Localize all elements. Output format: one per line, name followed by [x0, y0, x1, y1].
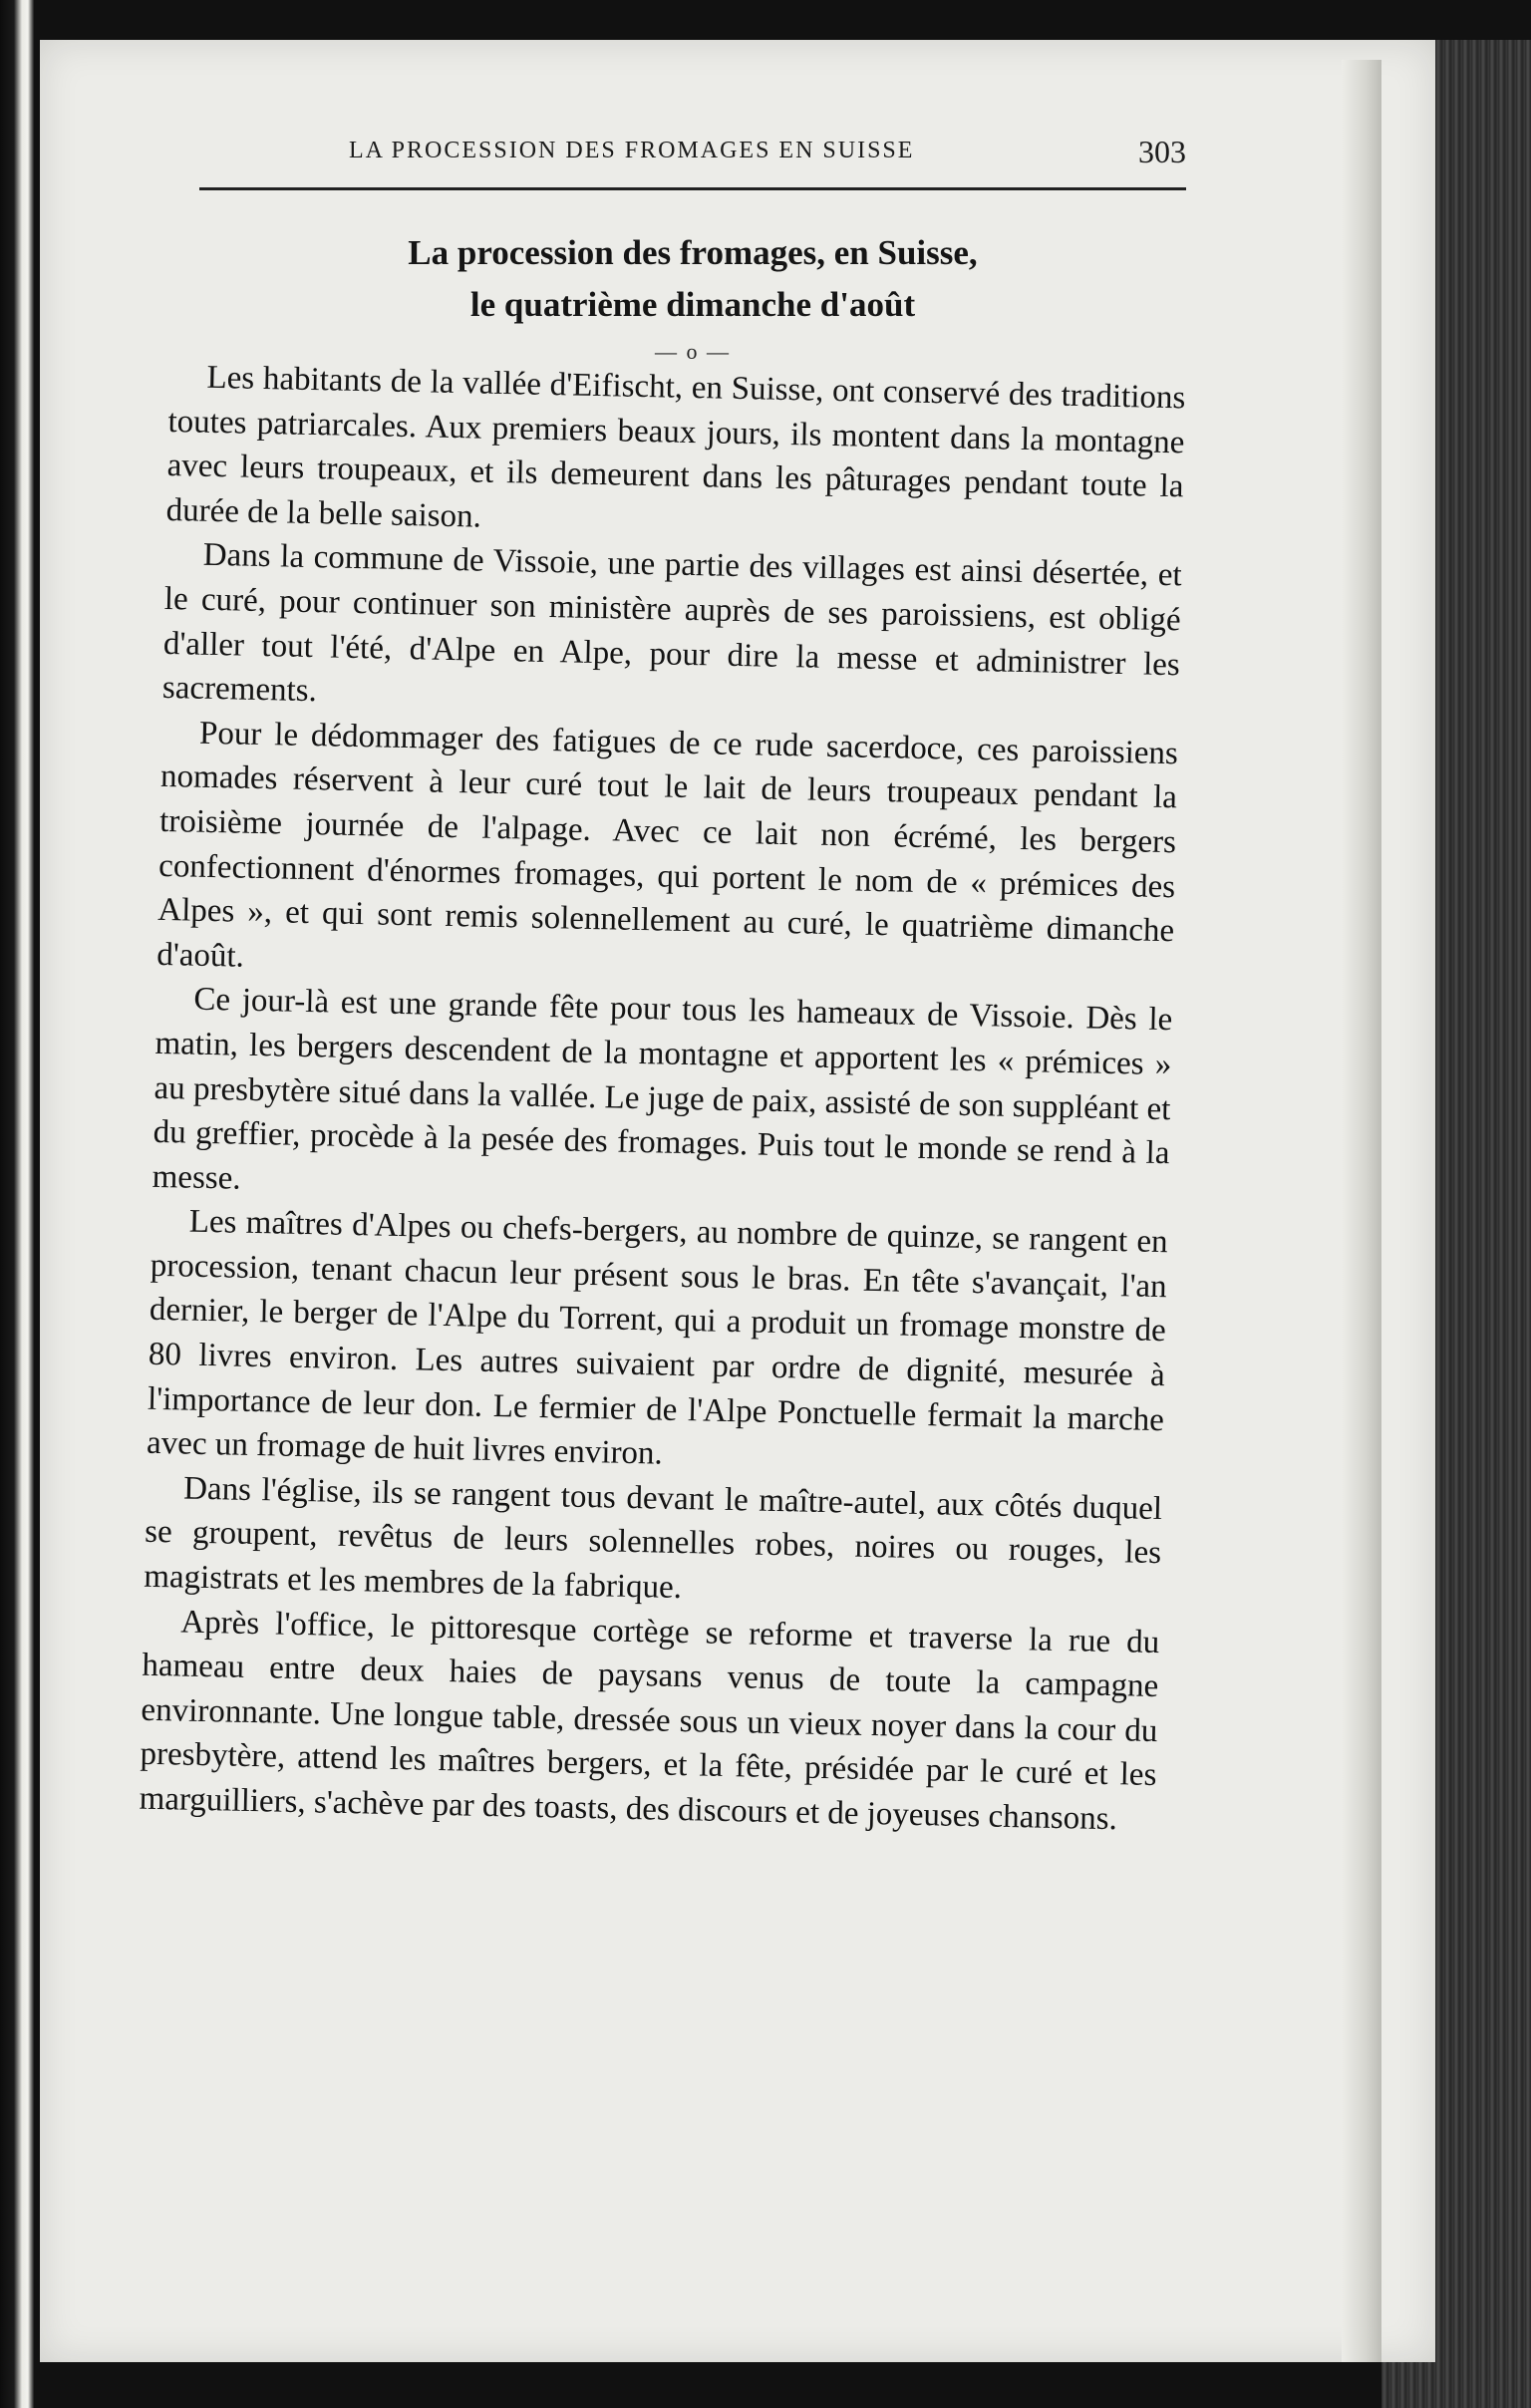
- paragraph-2: Dans la commune de Vissoie, une partie des villages est ainsi désertée, et le curé, pour continuer son ministère auprès de ses paroissiens, est obligé d'aller tout l'été, d'Alpe en Alpe, pour dire la messe et administrer les sacrements.: [161, 537, 1182, 710]
- article-body: [139, 355, 1186, 1843]
- paragraph-1: Les habitants de la vallée d'Eifischt, en Suisse, ont conservé des traditions toutes patriarcales. Aux premiers beaux jours, ils montent dans la montagne avec leurs troupeaux, et ils demeurent dans les pâturages pendant toute la durée de la belle saison.: [165, 359, 1186, 535]
- paragraph-7: Après l'office, le pittoresque cortège se reforme et traverse la rue du hameau entre deux haies de paysans venus de toute la campagne environnante. Une longue table, dressée sous un vieux noyer dans la cour du presbytère, attend les maîtres bergers, et la fête, présidée par le curé et les marguilliers, s'achève par des toasts, des discours et de joyeuses chansons.: [139, 1604, 1160, 1838]
- header-rule: [199, 187, 1186, 190]
- running-head: [199, 134, 1186, 187]
- paragraph-5: Les maîtres d'Alpes ou chefs-bergers, au nombre de quinze, se rangent en procession, tenant chacun leur présent sous le bras. En tête s'avançait, l'an dernier, le berger de l'Alpe du Torrent, qui a produit un fromage monstre de 80 livres environ. Les autres suivaient par ordre de dignité, mesurée à l'importance de leur don. Le fermier de l'Alpe Ponctuelle fermait la marche avec un fromage de huit livres environ.: [146, 1203, 1168, 1472]
- paragraph-6: Dans l'église, ils se rangent tous devant le maître-autel, aux côtés duquel se groupent, revêtus de leurs solennelles robes, noires ou rouges, les magistrats et les membres de la fabrique.: [143, 1470, 1163, 1607]
- chapter-title-line-2: le quatrième dimanche d'août: [469, 285, 916, 324]
- scan-left-edge: [0, 0, 34, 2408]
- paragraph-4: Ce jour-là est une grande fête pour tous les hameaux de Vissoie. Dès le matin, les bergers descendent de la montagne et apportent les « prémices » au presbytère situé dans la vallée. Le juge de paix, assisté de son suppléant et du greffier, procède à la pesée des fromages. Puis tout le monde se rend à la messe.: [152, 981, 1173, 1197]
- chapter-title: [199, 227, 1186, 331]
- page-number: 303: [1138, 134, 1186, 169]
- title-divider: — o —: [655, 339, 731, 364]
- chapter-title-line-1: La procession des fromages, en Suisse,: [408, 233, 978, 272]
- page-gutter-shadow: [1342, 60, 1381, 2362]
- running-head-title: LA PROCESSION DES FROMAGES EN SUISSE: [349, 138, 915, 163]
- paragraph-3: Pour le dédommager des fatigues de ce rude sacerdoce, ces paroissiens nomades réservent à leur curé tout le lait de leurs troupeaux pendant la troisième journée de l'alpage. Avec ce lait non écrémé, les bergers confectionnent d'énormes fromages, qui portent le nom de « prémices des Alpes », et qui sont remis solennellement au curé, le quatrième dimanche d'août.: [156, 715, 1179, 975]
